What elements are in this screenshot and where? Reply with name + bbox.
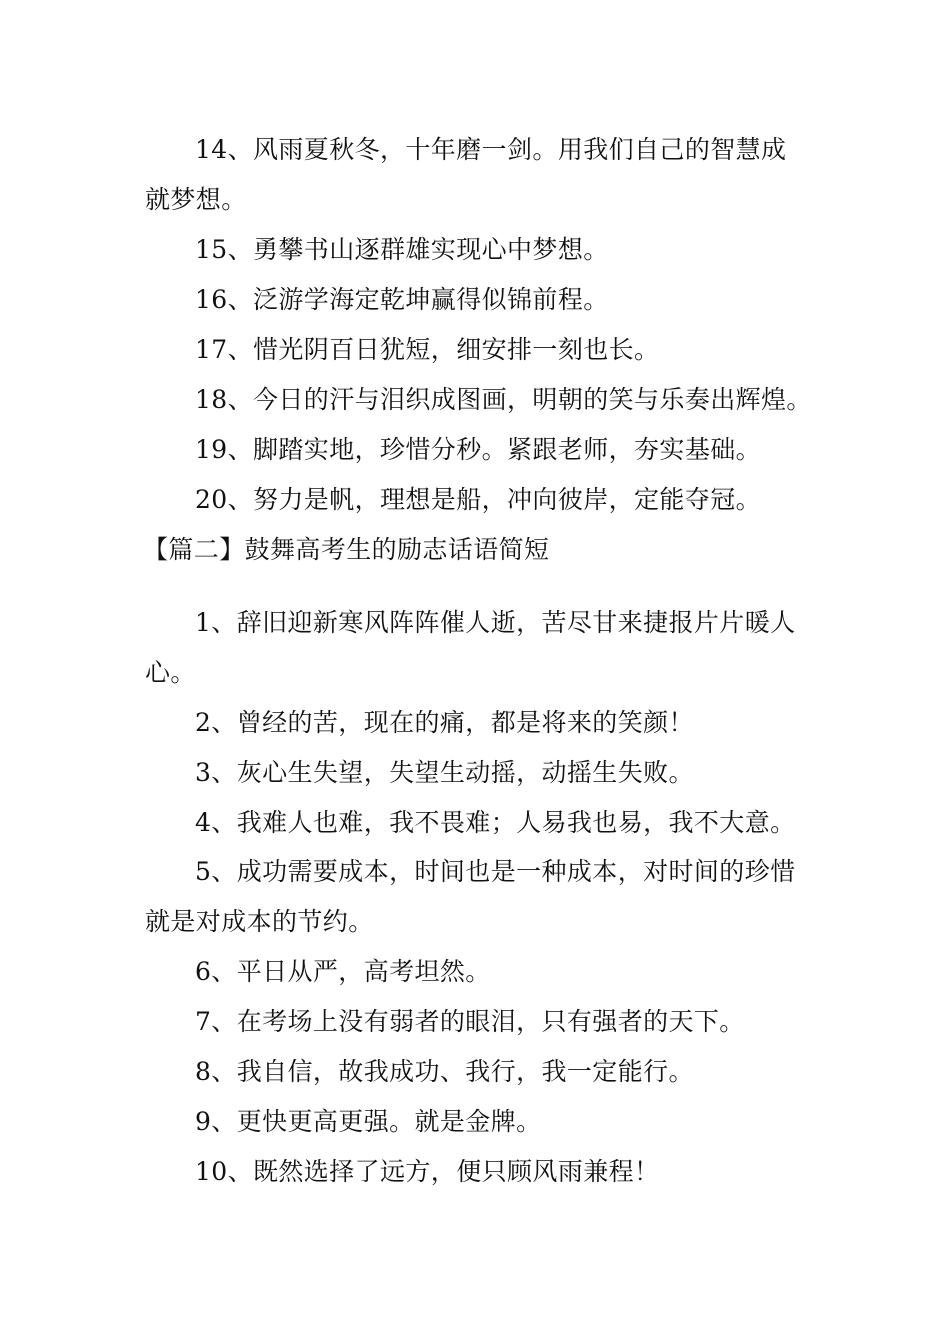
list-item: 17、惜光阴百日犹短，细安排一刻也长。	[195, 335, 660, 364]
list-item: 6、平日从严，高考坦然。	[195, 957, 491, 986]
list-item: 10、既然选择了远方，便只顾风雨兼程！	[195, 1157, 660, 1186]
list-item: 2、曾经的苦，现在的痛，都是将来的笑颜！	[195, 708, 694, 737]
list-item-continuation: 就梦想。	[145, 185, 247, 214]
list-item: 3、灰心生失望，失望生动摇，动摇生失败。	[195, 758, 694, 787]
list-item: 7、在考场上没有弱者的眼泪，只有强者的天下。	[195, 1007, 745, 1036]
list-item: 14、风雨夏秋冬，十年磨一剑。用我们自己的智慧成	[195, 135, 787, 164]
list-item: 20、努力是帆，理想是船，冲向彼岸，定能夺冠。	[195, 485, 762, 514]
list-item: 15、勇攀书山逐群雄实现心中梦想。	[195, 235, 609, 264]
list-item: 18、今日的汗与泪织成图画，明朝的笑与乐奏出辉煌。	[195, 385, 812, 414]
list-item: 9、更快更高更强。就是金牌。	[195, 1107, 542, 1136]
list-item: 19、脚踏实地，珍惜分秒。紧跟老师，夯实基础。	[195, 435, 762, 464]
list-item: 5、成功需要成本，时间也是一种成本，对时间的珍惜	[195, 857, 796, 886]
list-item-continuation: 就是对成本的节约。	[145, 907, 374, 936]
list-item-continuation: 心。	[145, 658, 196, 687]
list-item: 8、我自信，故我成功、我行，我一定能行。	[195, 1057, 694, 1086]
list-item: 16、泛游学海定乾坤赢得似锦前程。	[195, 285, 609, 314]
section-heading: 【篇二】鼓舞高考生的励志话语简短	[143, 535, 550, 564]
list-item: 4、我难人也难，我不畏难；人易我也易，我不大意。	[195, 808, 796, 837]
list-item: 1、辞旧迎新寒风阵阵催人逝，苦尽甘来捷报片片暖人	[195, 608, 796, 637]
